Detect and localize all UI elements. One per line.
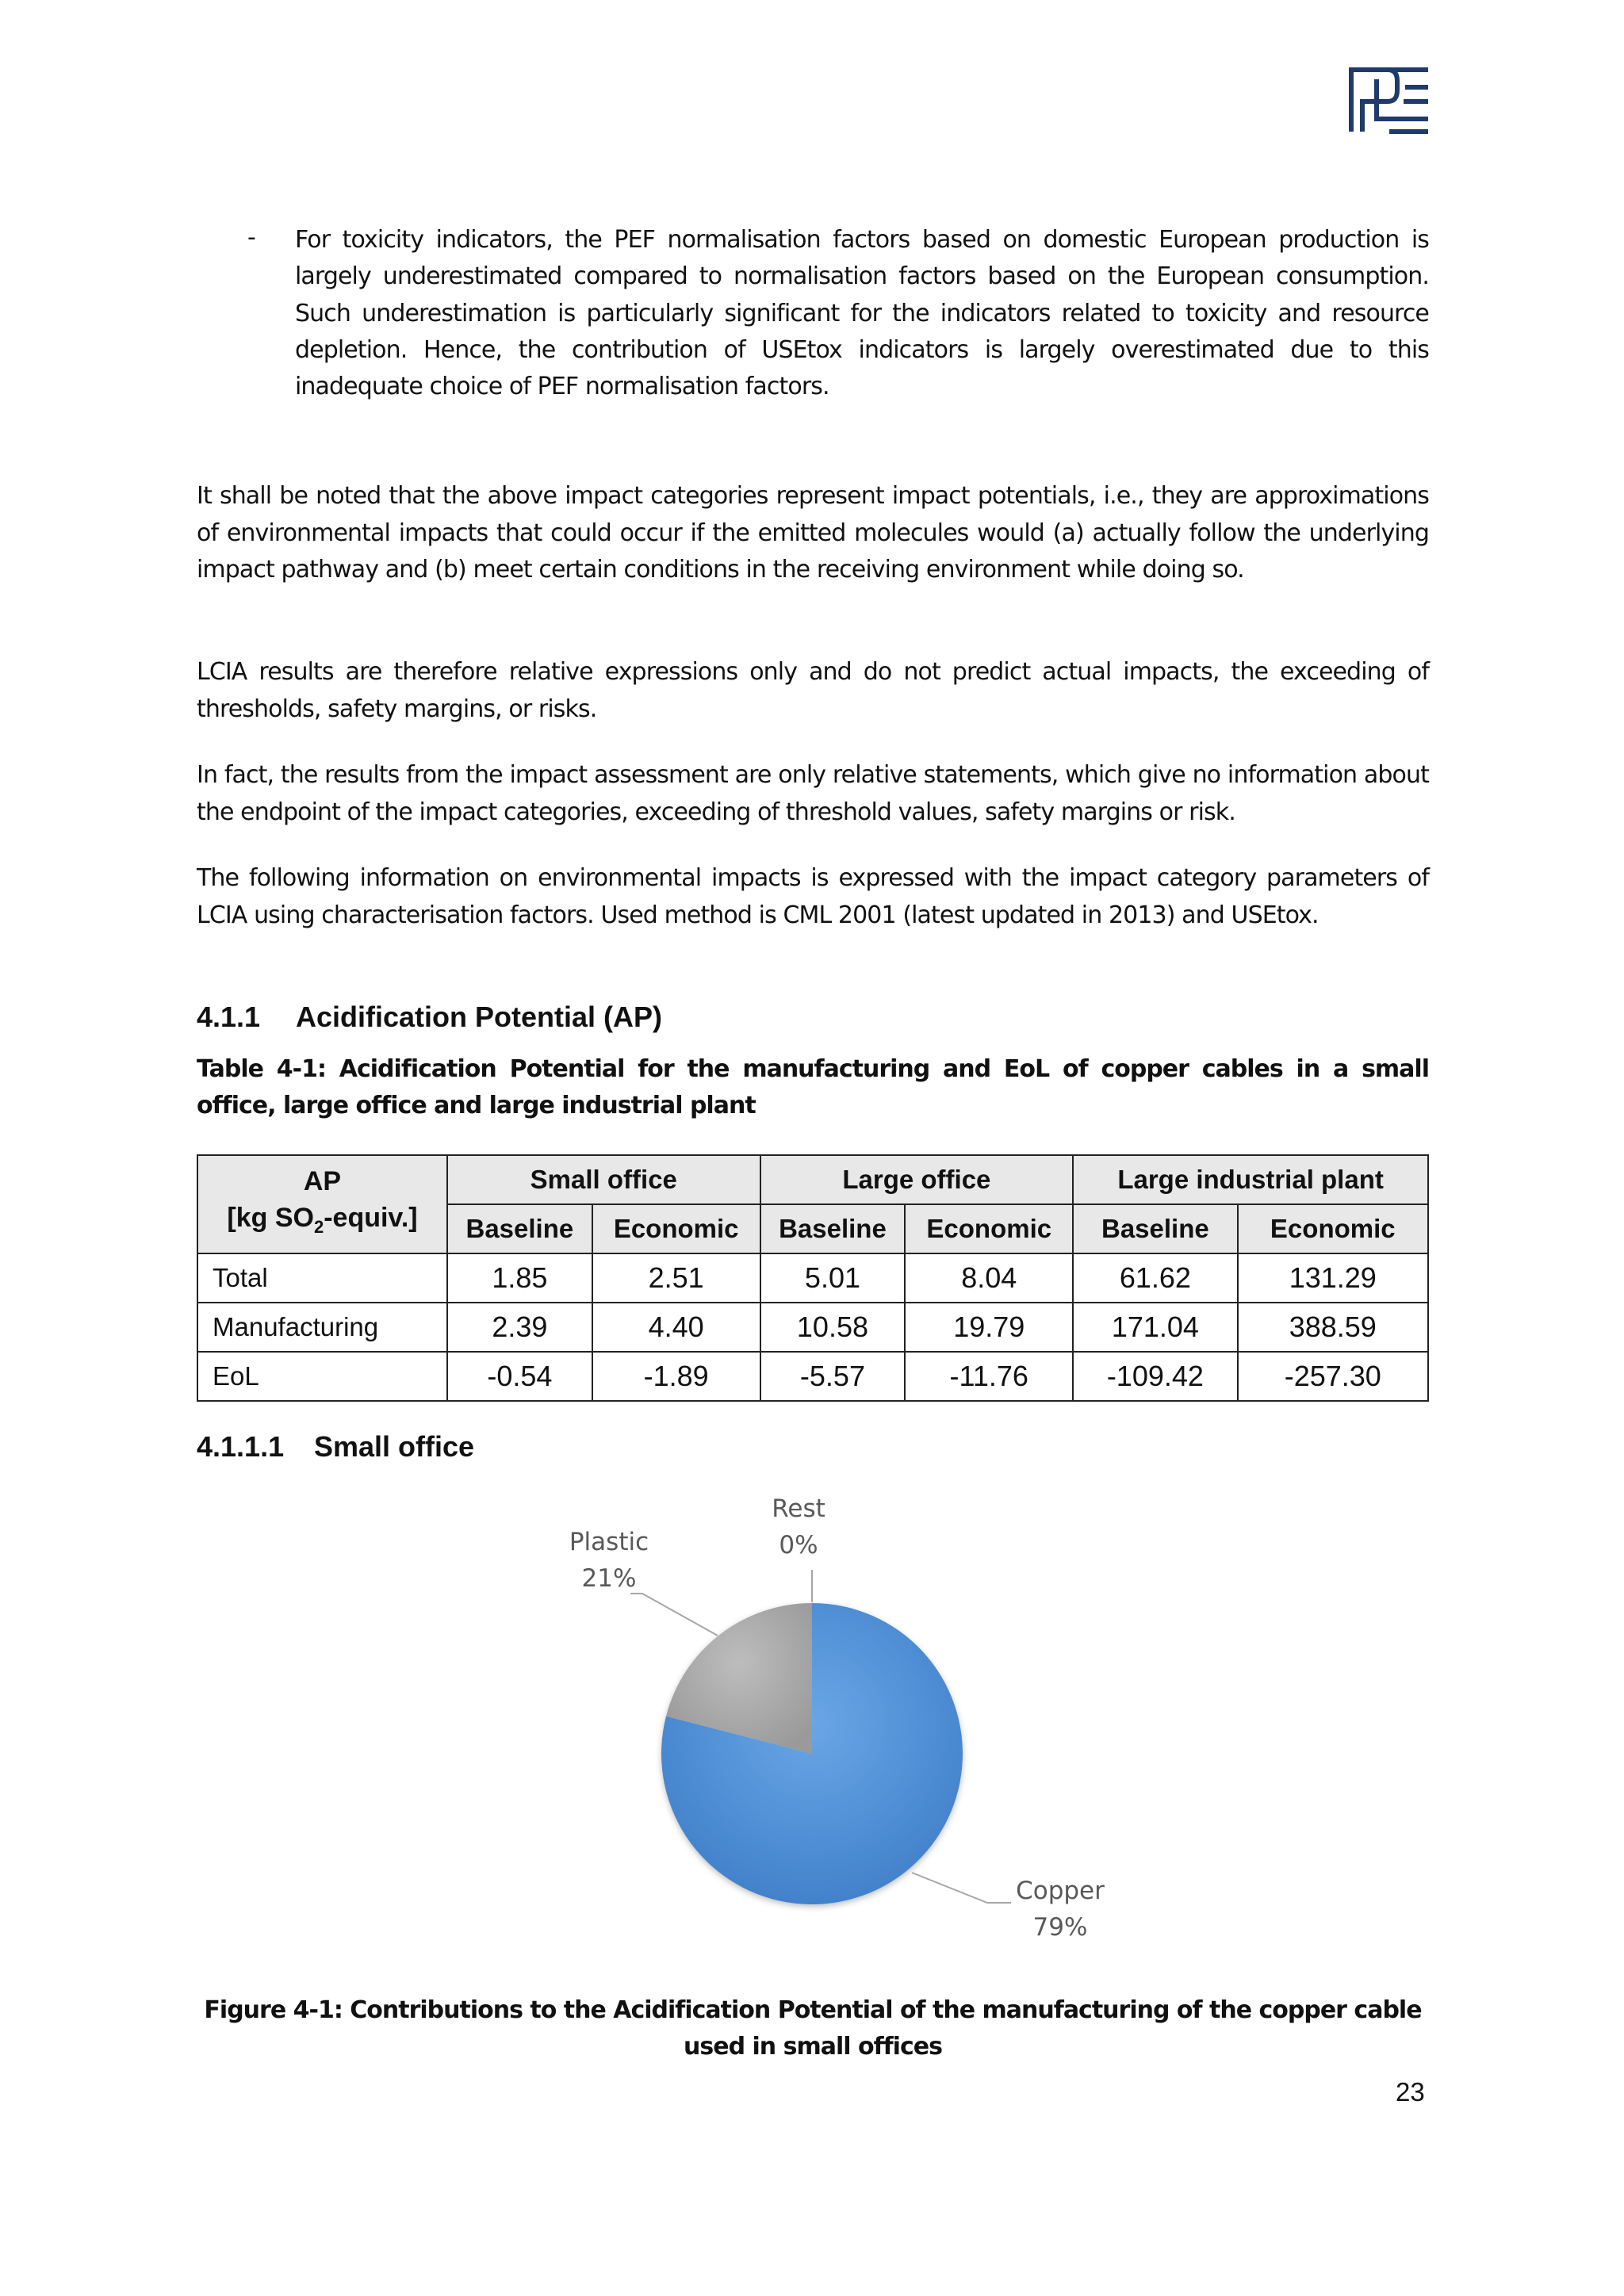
table-cell: -5.57 — [760, 1352, 906, 1401]
paragraph-method: The following information on environmental impacts is expressed with the impact category parameters of LCIA using characterisation factors. Used method is CML 2001 (latest updated in 2013) and USEtox. — [197, 864, 1429, 929]
table-cell: -11.76 — [905, 1352, 1073, 1401]
subheader: Baseline — [1073, 1204, 1237, 1253]
leader-line-plastic — [630, 1594, 718, 1636]
row-label: Manufacturing — [197, 1303, 447, 1352]
table-cell: -257.30 — [1238, 1352, 1428, 1401]
table-cell: 2.51 — [592, 1253, 760, 1303]
section-number: 4.1.1 — [197, 1001, 261, 1033]
table-cell: -109.42 — [1073, 1352, 1237, 1401]
subheader: Baseline — [447, 1204, 592, 1253]
table-cell: 8.04 — [905, 1253, 1073, 1303]
table-cell: 131.29 — [1238, 1253, 1428, 1303]
pie-label-copper: Copper — [1016, 1877, 1105, 1905]
subheader: Economic — [1238, 1204, 1428, 1253]
table-cell: 61.62 — [1073, 1253, 1237, 1303]
table-cell: 1.85 — [447, 1253, 592, 1303]
table-cell: 2.39 — [447, 1303, 592, 1352]
corner-line-1: AP — [303, 1166, 342, 1197]
row-label: Total — [197, 1253, 447, 1303]
pie-value-copper: 79% — [1032, 1913, 1088, 1942]
table-cell: 19.79 — [905, 1303, 1073, 1352]
pie-label-plastic: Plastic — [569, 1528, 649, 1556]
paragraph-lcia-relative: LCIA results are therefore relative expressions only and do not predict actual impacts, the exceeding of thresholds, safety margins, or risks. — [197, 658, 1429, 723]
section-title: Acidification Potential (AP) — [296, 1001, 663, 1033]
figure-caption-line-2: used in small offices — [684, 2033, 942, 2061]
table-caption: Table 4-1: Acidification Potential for the manufacturing and EoL of copper cables in a small office, large office and large industrial plant — [197, 1055, 1429, 1119]
table-cell: 4.40 — [592, 1303, 760, 1352]
bullet-dash: - — [247, 224, 256, 251]
row-label: EoL — [197, 1352, 447, 1401]
table-cell: -1.89 — [592, 1352, 760, 1401]
subheader: Economic — [592, 1204, 760, 1253]
table-cell: 171.04 — [1073, 1303, 1237, 1352]
corner-line-2: [kg $SO_2-equiv$.] — [227, 1203, 418, 1237]
table-cell: 10.58 — [760, 1303, 906, 1352]
pie-label-rest: Rest — [772, 1494, 825, 1523]
subheader: Economic — [905, 1204, 1073, 1253]
pie-value-rest: 0% — [779, 1531, 818, 1559]
table-cell: 5.01 — [760, 1253, 906, 1303]
subheader: Baseline — [760, 1204, 906, 1253]
figure-caption-line-1: Figure 4-1: Contributions to the Acidification Potential of the manufacturing of the copper cable — [204, 1996, 1422, 2024]
leader-line-copper — [912, 1873, 1011, 1903]
group-header-large-industrial: Large industrial plant — [1073, 1155, 1428, 1204]
table-cell: -0.54 — [447, 1352, 592, 1401]
subsection-title: Small office — [314, 1430, 475, 1463]
page-number: 23 — [1396, 2077, 1425, 2107]
bullet-text: For toxicity indicators, the PEF normalisation factors based on domestic European production is largely underestimated compared to normalisation factors based on the European consumption. Such underestimation is particularly significant for the indicators related to toxicity and resource depletion. Hence, the contribution of USEtox indicators is largely overestimated due to this inadequate choice of PEF normalisation factors. — [295, 226, 1429, 401]
subsection-number: 4.1.1.1 — [197, 1430, 285, 1463]
figure-caption — [197, 1992, 1429, 2065]
paragraph-relative-statements: In fact, the results from the impact assessment are only relative statements, which give no information about the endpoint of the impact categories, exceeding of threshold values, safety margins or risk. — [197, 761, 1429, 826]
group-header-small-office: Small office — [447, 1155, 760, 1204]
paragraph-impact-potentials: It shall be noted that the above impact categories represent impact potentials, i.e., they are approximations of environmental impacts that could occur if the emitted molecules would (a) actually follow the underlying impact pathway and (b) meet certain conditions in the receiving environment while doing so. — [197, 482, 1429, 584]
group-header-large-office: Large office — [760, 1155, 1074, 1204]
table-cell: 388.59 — [1238, 1303, 1428, 1352]
pie-value-plastic: 21% — [581, 1564, 637, 1593]
